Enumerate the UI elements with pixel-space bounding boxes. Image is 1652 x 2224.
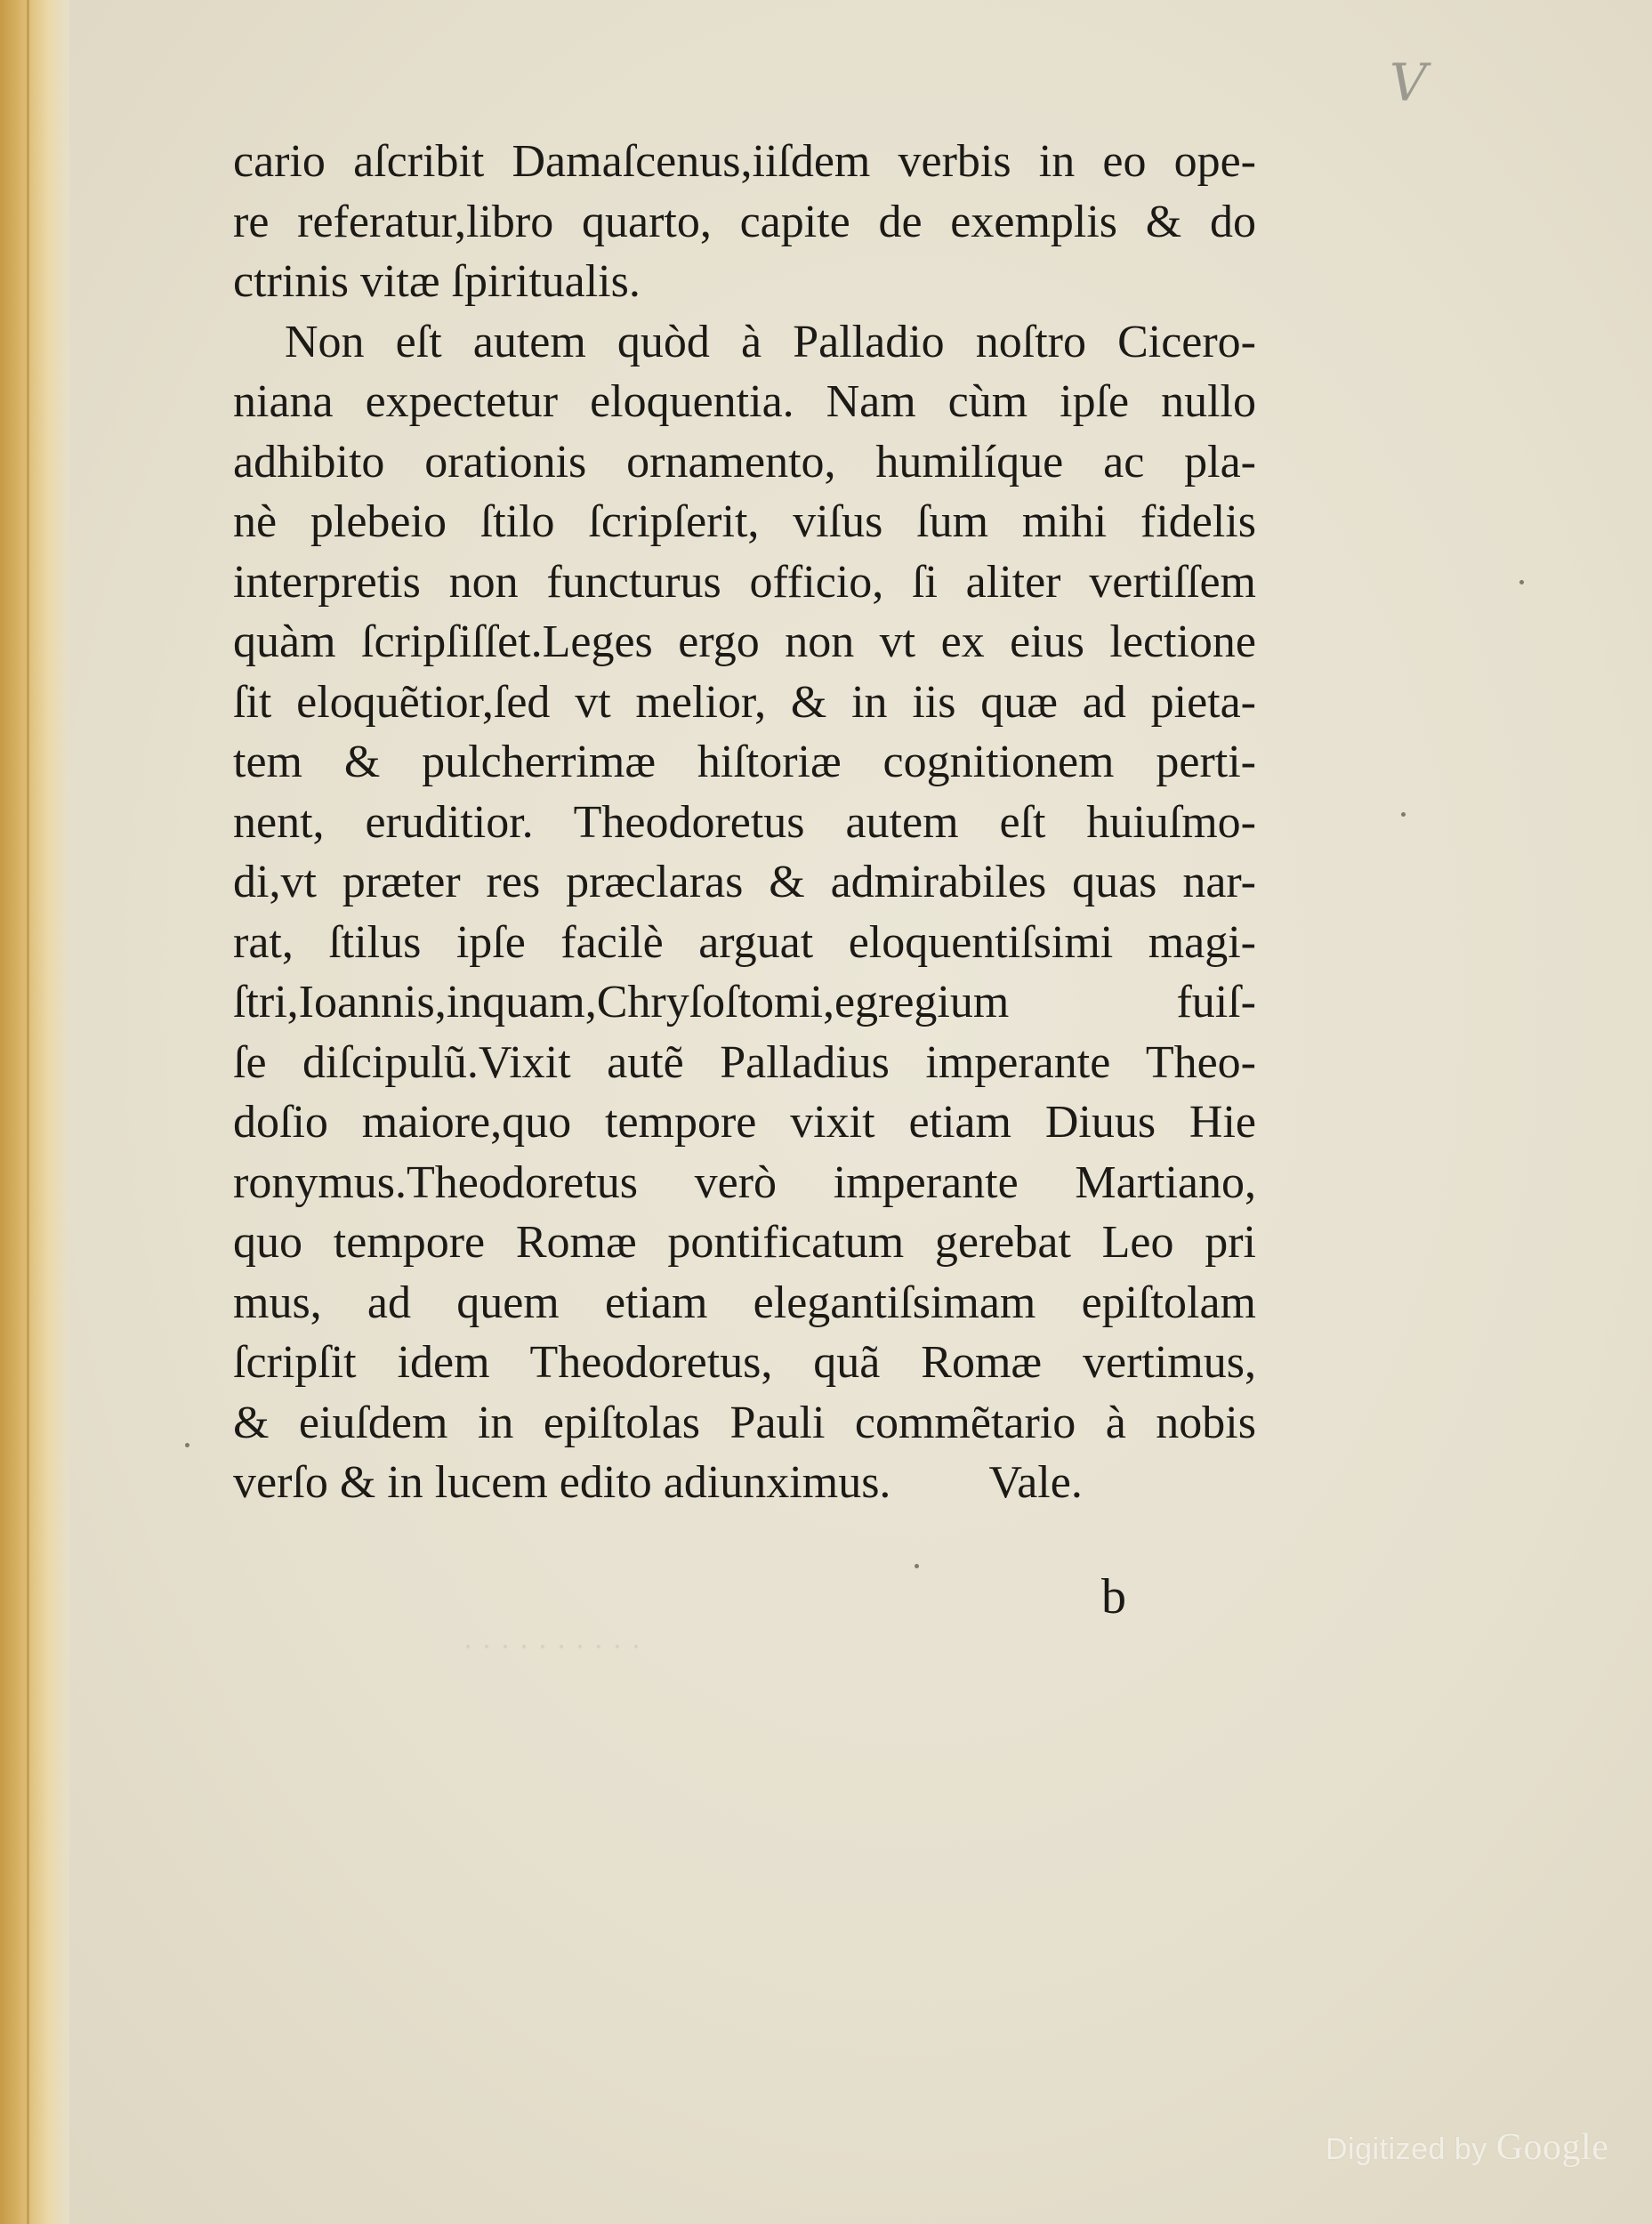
text-line: ſit eloquẽtior,ſed vt melior, & in iis quæ ad pieta- (233, 676, 1256, 728)
binding-gutter (0, 0, 69, 2224)
text-line: & eiuſdem in epiſtolas Pauli commẽtario à nobis (233, 1397, 1256, 1448)
text-line: ronymus.Theodoretus verò imperante Martiano, (233, 1156, 1256, 1208)
final-line-text: verſo & in lucem edito adiunximus. (233, 1457, 891, 1508)
ink-speck (1401, 812, 1406, 817)
text-line: cario aſcribit Damaſcenus,iiſdem verbis in eo ope- (233, 136, 1256, 187)
signature-mark: b (1101, 1569, 1126, 1624)
text-line: rat, ſtilus ipſe facilè arguat eloquentiſsimi magi- (233, 916, 1256, 968)
text-line: quàm ſcripſiſſet.Leges ergo non vt ex eius lectione (233, 616, 1256, 667)
text-line: re referatur,libro quarto, capite de exemplis & do (233, 196, 1256, 247)
text-line: ſtri,Ioannis,inquam,Chryſoſtomi,egregium fuiſ- (233, 977, 1256, 1027)
text-line: niana expectetur eloquentia. Nam cùm ipſe nullo (233, 376, 1256, 427)
watermark-brand: Google (1495, 2127, 1609, 2168)
text-line: quo tempore Romæ pontificatum gerebat Leo pri (233, 1217, 1256, 1268)
text-line: mus, ad quem etiam elegantiſsimam epiſtolam (233, 1277, 1256, 1328)
ink-speck (915, 1564, 919, 1568)
final-line (233, 1453, 1256, 1513)
text-line: ſe diſcipulũ.Vixit autẽ Palladius imperante Theo- (233, 1036, 1256, 1088)
digitization-watermark (1326, 2126, 1608, 2169)
text-line: doſio maiore,quo tempore vixit etiam Diuus Hie (233, 1097, 1256, 1148)
bleed-through: · · · · · · · · · · (463, 1629, 641, 1664)
text-line: Non eſt autem quòd à Palladio noſtro Cicero- (285, 316, 1256, 367)
text-line: adhibito orationis ornamento, humilíque ac pla- (233, 436, 1256, 488)
body-text (233, 132, 1256, 1513)
watermark-prefix: Digitized by (1326, 2132, 1487, 2166)
binding-edge (27, 0, 29, 2224)
text-line: interpretis non functurus officio, ſi aliter vertiſſem (233, 556, 1256, 608)
text-line: nent, eruditior. Theodoretus autem eſt huiuſmo- (233, 796, 1256, 848)
text-line: nè plebeio ſtilo ſcripſerit, viſus ſum mihi fidelis (233, 496, 1256, 547)
folio-mark: V (1390, 52, 1423, 113)
text-line: di,vt præter res præclaras & admirabiles quas nar- (233, 857, 1256, 907)
text-line: tem & pulcherrimæ hiſtoriæ cognitionem perti- (233, 737, 1256, 787)
ink-speck (185, 1443, 189, 1447)
ink-speck (1519, 580, 1524, 584)
text-line: ſcripſit idem Theodoretus, quã Romæ vertimus, (233, 1337, 1256, 1388)
closing-vale: Vale. (988, 1457, 1083, 1508)
text-line: ctrinis vitæ ſpiritualis. (233, 256, 641, 307)
